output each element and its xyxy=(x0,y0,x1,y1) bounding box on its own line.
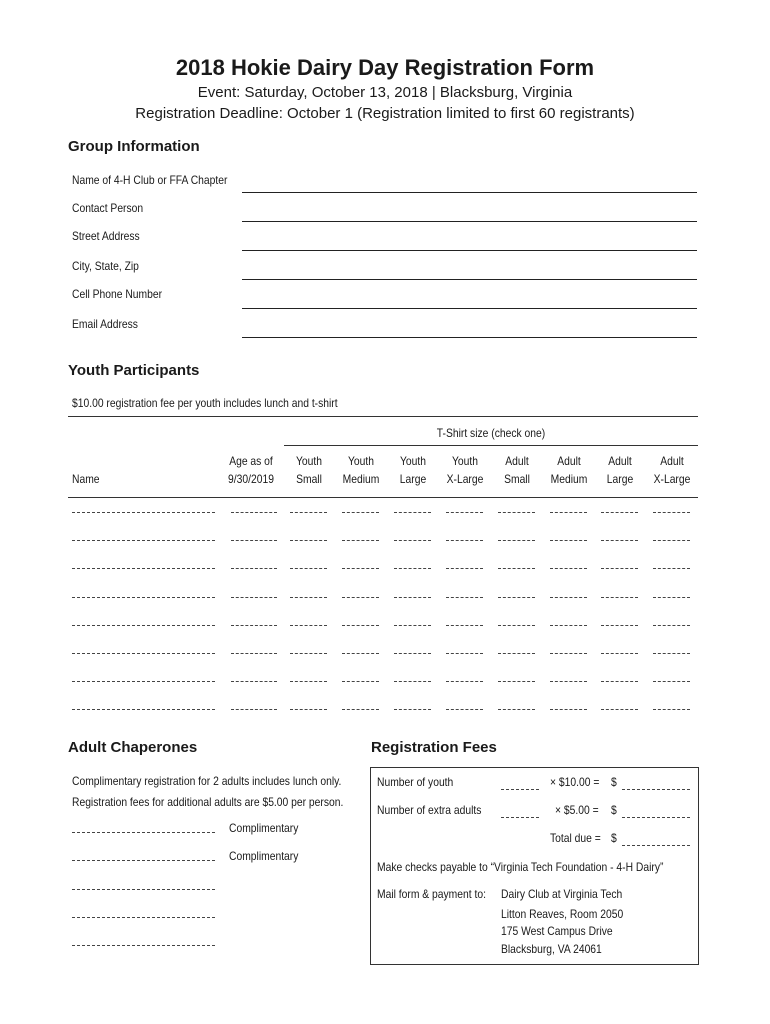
youth-adult-x-large-input[interactable] xyxy=(653,568,690,569)
youth-youth-small-input[interactable] xyxy=(290,625,327,626)
youth-youth-large-input[interactable] xyxy=(394,597,431,598)
youth-youth-medium-input[interactable] xyxy=(342,597,379,598)
mail-label: Mail form & payment to: xyxy=(377,887,486,901)
youth-youth-small-input[interactable] xyxy=(290,568,327,569)
chaperone-line-3[interactable] xyxy=(72,889,215,890)
field-label-club-name: Name of 4-H Club or FFA Chapter xyxy=(72,173,228,187)
youth-youth-x-large-input[interactable] xyxy=(446,709,483,710)
youth-adult-medium-input[interactable] xyxy=(550,540,587,541)
youth-fee-note: $10.00 registration fee per youth includes lunch and t-shirt xyxy=(72,396,338,410)
size-line2: Large xyxy=(399,472,427,486)
youth-table-top-rule xyxy=(68,416,698,417)
complimentary-label-2: Complimentary xyxy=(229,849,299,863)
youth-age-input[interactable] xyxy=(231,568,277,569)
total-amount-input[interactable] xyxy=(622,845,690,846)
total-dollar-sign: $ xyxy=(611,831,617,845)
youth-adult-large-input[interactable] xyxy=(601,568,638,569)
size-line2: Small xyxy=(296,472,322,486)
youth-adult-small-input[interactable] xyxy=(498,681,535,682)
youth-youth-medium-input[interactable] xyxy=(342,512,379,513)
youth-youth-large-input[interactable] xyxy=(394,681,431,682)
youth-adult-small-input[interactable] xyxy=(498,568,535,569)
adult-chaperones-heading: Adult Chaperones xyxy=(68,739,198,756)
event-info: Event: Saturday, October 13, 2018 | Blacksburg, Virginia xyxy=(197,84,573,101)
youth-age-input[interactable] xyxy=(231,681,277,682)
youth-name-input[interactable] xyxy=(72,540,215,541)
size-line1: Adult xyxy=(505,454,529,468)
field-line-contact-person[interactable] xyxy=(242,221,697,222)
youth-youth-x-large-input[interactable] xyxy=(446,512,483,513)
youth-adult-medium-input[interactable] xyxy=(550,681,587,682)
youth-age-input[interactable] xyxy=(231,540,277,541)
chaperone-line-4[interactable] xyxy=(72,917,215,918)
size-line2: X-Large xyxy=(446,472,484,486)
youth-adult-small-input[interactable] xyxy=(498,540,535,541)
column-age-line1: Age as of xyxy=(229,454,273,468)
mail-address-line4: Blacksburg, VA 24061 xyxy=(501,942,602,956)
youth-name-input[interactable] xyxy=(72,709,215,710)
youth-youth-x-large-input[interactable] xyxy=(446,568,483,569)
youth-adult-large-input[interactable] xyxy=(601,709,638,710)
group-information-heading: Group Information xyxy=(68,138,200,155)
field-label-contact-person: Contact Person xyxy=(72,201,144,215)
youth-adult-small-input[interactable] xyxy=(498,512,535,513)
size-line2: X-Large xyxy=(653,472,691,486)
tshirt-header-rule xyxy=(284,445,698,446)
size-line1: Adult xyxy=(660,454,684,468)
size-line1: Youth xyxy=(451,454,479,468)
youth-adult-x-large-input[interactable] xyxy=(653,709,690,710)
youth-adult-x-large-input[interactable] xyxy=(653,512,690,513)
size-line1: Youth xyxy=(347,454,375,468)
mail-address-line3: 175 West Campus Drive xyxy=(501,924,613,938)
youth-adult-small-input[interactable] xyxy=(498,709,535,710)
youth-adult-medium-input[interactable] xyxy=(550,568,587,569)
chaperone-note-line1: Complimentary registration for 2 adults includes lunch only. xyxy=(72,774,342,788)
youth-adult-x-large-input[interactable] xyxy=(653,653,690,654)
youth-youth-x-large-input[interactable] xyxy=(446,597,483,598)
youth-adult-medium-input[interactable] xyxy=(550,653,587,654)
youth-youth-small-input[interactable] xyxy=(290,653,327,654)
youth-age-input[interactable] xyxy=(231,512,277,513)
adults-amount-input[interactable] xyxy=(622,817,690,818)
youth-youth-small-input[interactable] xyxy=(290,681,327,682)
youth-youth-medium-input[interactable] xyxy=(342,681,379,682)
youth-youth-large-input[interactable] xyxy=(394,653,431,654)
youth-adult-x-large-input[interactable] xyxy=(653,597,690,598)
youth-youth-medium-input[interactable] xyxy=(342,709,379,710)
youth-adult-large-input[interactable] xyxy=(601,597,638,598)
field-label-street-address: Street Address xyxy=(72,229,140,243)
youth-youth-small-input[interactable] xyxy=(290,709,327,710)
youth-name-input[interactable] xyxy=(72,653,215,654)
youth-name-input[interactable] xyxy=(72,512,215,513)
youth-amount-input[interactable] xyxy=(622,789,690,790)
youth-adult-x-large-input[interactable] xyxy=(653,625,690,626)
youth-adult-large-input[interactable] xyxy=(601,512,638,513)
youth-adult-x-large-input[interactable] xyxy=(653,681,690,682)
field-line-street-address[interactable] xyxy=(242,250,697,251)
youth-adult-small-input[interactable] xyxy=(498,597,535,598)
size-line2: Medium xyxy=(550,472,588,486)
youth-adult-large-input[interactable] xyxy=(601,653,638,654)
youth-adult-x-large-input[interactable] xyxy=(653,540,690,541)
youth-youth-x-large-input[interactable] xyxy=(446,540,483,541)
youth-name-input[interactable] xyxy=(72,568,215,569)
youth-youth-medium-input[interactable] xyxy=(342,540,379,541)
youth-name-input[interactable] xyxy=(72,625,215,626)
registration-deadline: Registration Deadline: October 1 (Registration limited to first 60 registrants) xyxy=(135,105,635,122)
size-line1: Youth xyxy=(295,454,323,468)
youth-youth-large-input[interactable] xyxy=(394,540,431,541)
registration-fees-heading: Registration Fees xyxy=(371,739,497,756)
youth-table-header-rule xyxy=(68,497,698,498)
chaperone-line-5[interactable] xyxy=(72,945,215,946)
youth-adult-small-input[interactable] xyxy=(498,625,535,626)
youth-youth-medium-input[interactable] xyxy=(342,625,379,626)
youth-age-input[interactable] xyxy=(231,653,277,654)
number-of-extra-adults-label: Number of extra adults xyxy=(377,803,482,817)
size-line2: Medium xyxy=(342,472,380,486)
youth-adult-medium-input[interactable] xyxy=(550,597,587,598)
column-adult-x-large xyxy=(642,452,702,488)
total-due-label: Total due = xyxy=(550,831,601,845)
column-name: Name xyxy=(72,472,100,486)
youth-youth-large-input[interactable] xyxy=(394,568,431,569)
number-of-youth-input[interactable] xyxy=(501,789,539,790)
youth-name-input[interactable] xyxy=(72,681,215,682)
youth-youth-x-large-input[interactable] xyxy=(446,653,483,654)
youth-name-input[interactable] xyxy=(72,597,215,598)
adults-rate: × $5.00 = xyxy=(555,803,599,817)
mail-address-line2: Litton Reaves, Room 2050 xyxy=(501,907,624,921)
chaperone-line-2[interactable] xyxy=(72,860,215,861)
youth-youth-large-input[interactable] xyxy=(394,709,431,710)
youth-rate: × $10.00 = xyxy=(550,775,600,789)
youth-age-input[interactable] xyxy=(231,597,277,598)
youth-youth-x-large-input[interactable] xyxy=(446,681,483,682)
field-line-city-state-zip[interactable] xyxy=(242,279,697,280)
youth-adult-medium-input[interactable] xyxy=(550,709,587,710)
youth-adult-medium-input[interactable] xyxy=(550,512,587,513)
youth-youth-medium-input[interactable] xyxy=(342,568,379,569)
field-label-city-state-zip: City, State, Zip xyxy=(72,259,139,273)
size-line1: Adult xyxy=(608,454,632,468)
field-label-email: Email Address xyxy=(72,317,138,331)
youth-youth-large-input[interactable] xyxy=(394,625,431,626)
youth-youth-small-input[interactable] xyxy=(290,512,327,513)
youth-age-input[interactable] xyxy=(231,625,277,626)
size-line1: Youth xyxy=(399,454,427,468)
form-title: 2018 Hokie Dairy Day Registration Form xyxy=(175,55,595,80)
size-line1: Adult xyxy=(557,454,581,468)
youth-youth-x-large-input[interactable] xyxy=(446,625,483,626)
complimentary-label-1: Complimentary xyxy=(229,821,299,835)
youth-adult-large-input[interactable] xyxy=(601,540,638,541)
checks-payable-note: Make checks payable to “Virginia Tech Foundation - 4-H Dairy” xyxy=(377,860,664,874)
field-label-cell-phone: Cell Phone Number xyxy=(72,287,163,301)
tshirt-size-header: T-Shirt size (check one) xyxy=(436,426,546,440)
chaperone-line-1[interactable] xyxy=(72,832,215,833)
size-line2: Small xyxy=(504,472,530,486)
field-line-email[interactable] xyxy=(242,337,697,338)
mail-address-line1: Dairy Club at Virginia Tech xyxy=(501,887,623,901)
field-line-club-name[interactable] xyxy=(242,192,697,193)
chaperone-note-line2: Registration fees for additional adults are $5.00 per person. xyxy=(72,795,344,809)
youth-youth-small-input[interactable] xyxy=(290,597,327,598)
column-age xyxy=(221,452,281,488)
youth-youth-medium-input[interactable] xyxy=(342,653,379,654)
youth-participants-heading: Youth Participants xyxy=(68,362,200,379)
youth-adult-large-input[interactable] xyxy=(601,625,638,626)
youth-dollar-sign: $ xyxy=(611,775,617,789)
number-of-extra-adults-input[interactable] xyxy=(501,817,539,818)
column-age-line2: 9/30/2019 xyxy=(228,472,274,486)
number-of-youth-label: Number of youth xyxy=(377,775,454,789)
youth-youth-large-input[interactable] xyxy=(394,512,431,513)
size-line2: Large xyxy=(606,472,634,486)
field-line-cell-phone[interactable] xyxy=(242,308,697,309)
youth-adult-medium-input[interactable] xyxy=(550,625,587,626)
youth-adult-large-input[interactable] xyxy=(601,681,638,682)
adults-dollar-sign: $ xyxy=(611,803,617,817)
youth-youth-small-input[interactable] xyxy=(290,540,327,541)
youth-age-input[interactable] xyxy=(231,709,277,710)
youth-adult-small-input[interactable] xyxy=(498,653,535,654)
